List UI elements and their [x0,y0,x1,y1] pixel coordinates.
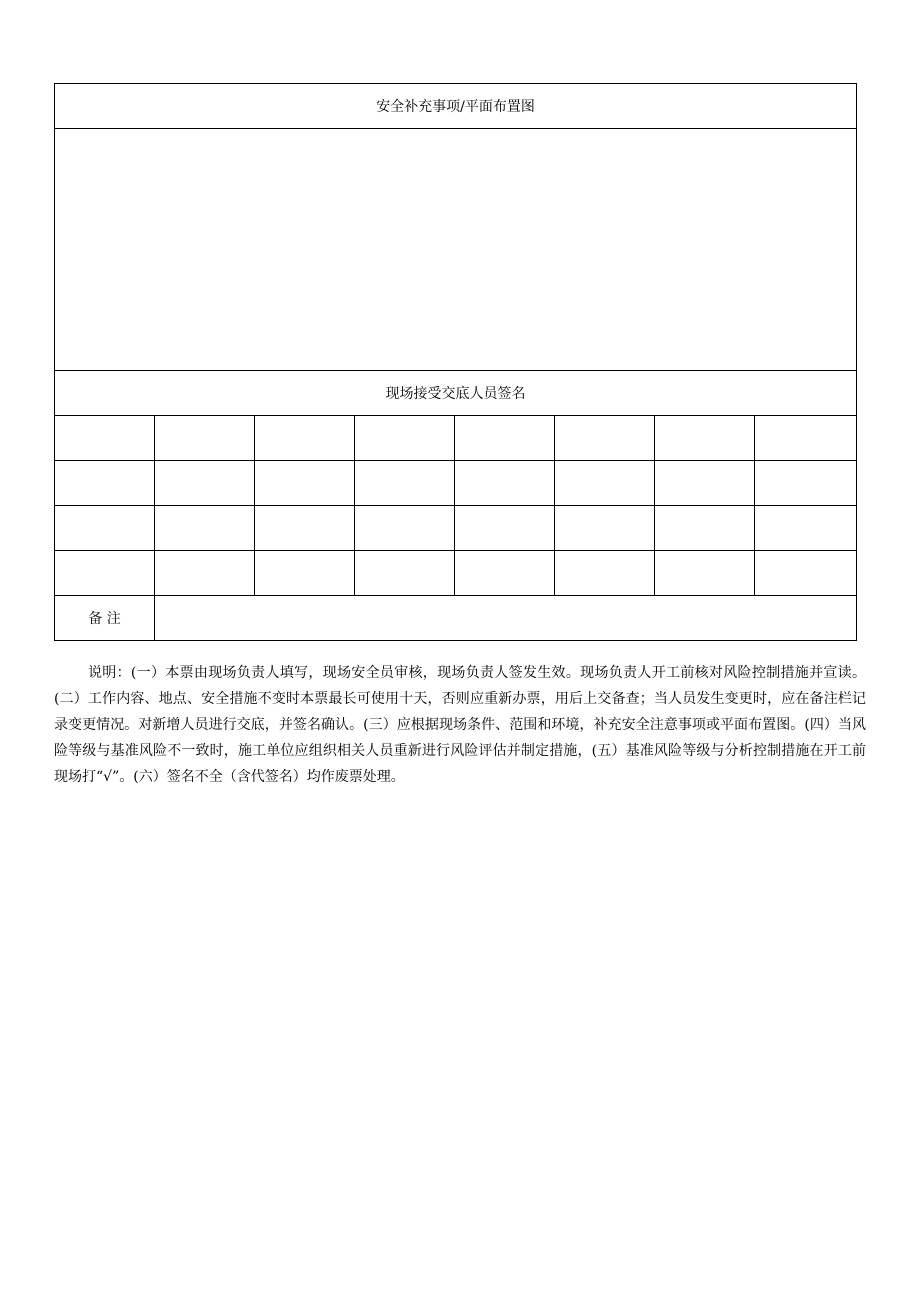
signature-row [55,416,857,461]
signature-cell[interactable] [455,461,555,506]
signature-cell[interactable] [255,461,355,506]
signature-cell[interactable] [155,416,255,461]
signature-cell[interactable] [155,461,255,506]
instructions-note: 说明：(一）本票由现场负责人填写，现场安全员审核，现场负责人签发生效。现场负责人开工前核对风险控制措施并宣读。(二）工作内容、地点、安全措施不变时本票最长可使用十天，否则应重新办票，用后上交备查；当人员发生变更时，应在备注栏记录变更情况。对新增人员进行交底，并签名确认。(三）应根据现场条件、范围和环境，补充安全注意事项或平面布置图。(四）当风险等级与基准风险不一致时，施工单位应组织相关人员重新进行风险评估并制定措施，(五）基准风险等级与分析控制措施在开工前现场打“√”。(六）签名不全（含代签名）均作废票处理。 [54,665,866,785]
signature-cell[interactable] [255,416,355,461]
signature-cell[interactable] [355,506,455,551]
signature-row [55,506,857,551]
signature-cell[interactable] [755,461,857,506]
signature-cell[interactable] [55,506,155,551]
signature-row [55,461,857,506]
signature-cell[interactable] [555,416,655,461]
signature-cell[interactable] [55,461,155,506]
form-table [54,83,857,641]
signature-cell[interactable] [755,506,857,551]
signature-row [55,551,857,596]
signature-cell[interactable] [555,551,655,596]
signature-cell[interactable] [455,416,555,461]
signature-cell[interactable] [355,461,455,506]
signature-cell[interactable] [755,551,857,596]
signature-cell[interactable] [755,416,857,461]
signature-cell[interactable] [555,461,655,506]
safety-supplement-title: 安全补充事项/平面布置图 [55,84,857,129]
signature-cell[interactable] [355,416,455,461]
signature-cell[interactable] [255,551,355,596]
signature-cell[interactable] [255,506,355,551]
remark-label: 备 注 [55,596,155,641]
signature-cell[interactable] [455,506,555,551]
signature-section-title: 现场接受交底人员签名 [55,371,857,416]
signature-cell[interactable] [555,506,655,551]
signature-cell[interactable] [655,416,755,461]
safety-supplement-area[interactable] [55,129,857,371]
signature-cell[interactable] [655,551,755,596]
signature-cell[interactable] [155,506,255,551]
signature-cell[interactable] [655,506,755,551]
remark-field[interactable] [155,596,857,641]
signature-cell[interactable] [455,551,555,596]
signature-cell[interactable] [55,416,155,461]
signature-cell[interactable] [355,551,455,596]
signature-cell[interactable] [155,551,255,596]
signature-cell[interactable] [655,461,755,506]
signature-cell[interactable] [55,551,155,596]
